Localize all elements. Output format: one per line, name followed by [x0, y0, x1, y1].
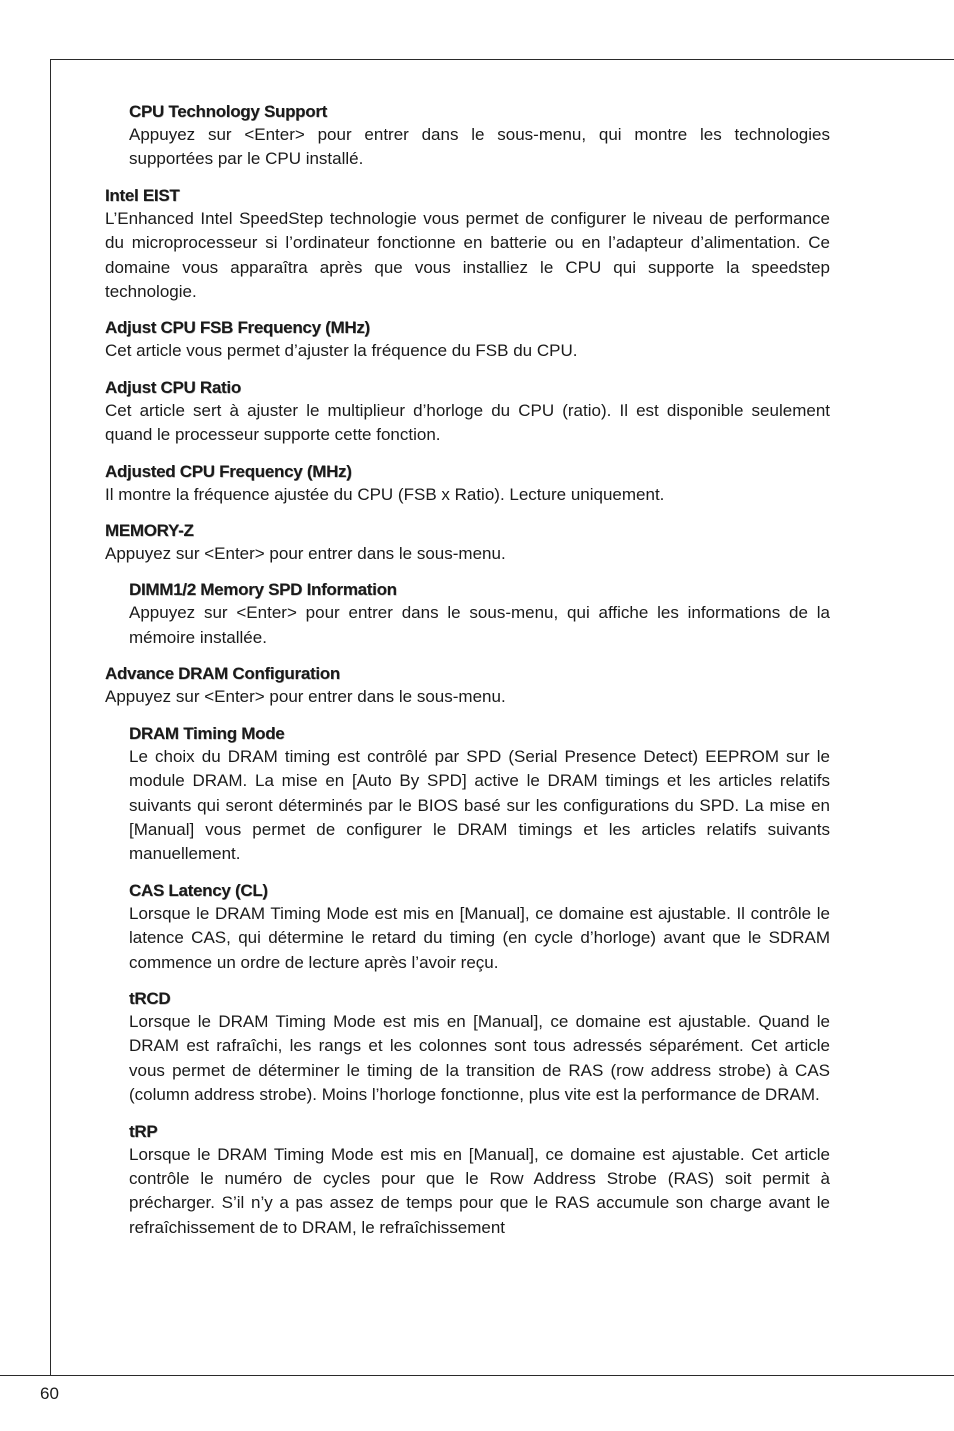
section-trp — [129, 1121, 830, 1241]
section-dram-timing-mode — [129, 723, 830, 867]
section-heading: CAS Latency (CL) — [129, 880, 268, 900]
section-body: Appuyez sur <Enter> pour entrer dans le sous-menu, qui montre les technologies supportées par le CPU installé. — [129, 125, 830, 169]
section-heading: CPU Technology Support — [129, 102, 328, 121]
section-body: Lorsque le DRAM Timing Mode est mis en [Manual], ce domaine est ajustable. Il contrôle le latence CAS, qui détermine le retard du timing (en cycle d’horloge) avant que le SDRAM commence un ordre de lecture après l’avoir reçu. — [129, 903, 830, 972]
manual-content — [105, 101, 830, 1253]
section-body: Appuyez sur <Enter> pour entrer dans le sous-menu. — [105, 687, 506, 707]
section-body: L’Enhanced Intel SpeedStep technologie vous permet de configurer le niveau de performance du microprocesseur si l’ordinateur fonctionne en batterie ou en l’adapteur d’alimentation. Ce domaine vous apparaîtra après que vous installiez le CPU qui supporte la speedstep technologie. — [105, 208, 830, 302]
section-heading: Adjust CPU FSB Frequency (MHz) — [105, 318, 370, 338]
section-body: Cet article vous permet d’ajuster la fréquence du FSB du CPU. — [105, 341, 578, 361]
section-cas-latency — [129, 880, 830, 975]
section-heading: Intel EIST — [105, 185, 180, 205]
section-adjust-cpu-fsb-frequency — [105, 317, 830, 363]
page-frame-bottom-rule — [0, 1375, 954, 1376]
section-intel-eist — [105, 185, 830, 305]
section-dimm-memory-spd-information — [129, 579, 830, 650]
section-body: Appuyez sur <Enter> pour entrer dans le sous-menu, qui affiche les informations de la mémoire installée. — [129, 603, 830, 647]
section-heading: MEMORY-Z — [105, 521, 194, 541]
section-body: Il montre la fréquence ajustée du CPU (FSB x Ratio). Lecture uniquement. — [105, 484, 665, 504]
section-body: Cet article sert à ajuster le multiplieur d’horloge du CPU (ratio). Il est disponible seulement quand le processeur supporte cette fonction. — [105, 400, 830, 445]
section-heading: Adjusted CPU Frequency (MHz) — [105, 461, 352, 481]
section-trcd — [129, 988, 830, 1108]
page-frame-top-rule — [50, 59, 954, 60]
section-memory-z — [105, 520, 830, 566]
section-adjusted-cpu-frequency — [105, 461, 830, 507]
section-heading: tRP — [129, 1121, 158, 1141]
section-heading: DRAM Timing Mode — [129, 723, 285, 743]
section-heading: Adjust CPU Ratio — [105, 377, 241, 397]
section-body: Appuyez sur <Enter> pour entrer dans le sous-menu. — [105, 544, 506, 564]
page-frame-left-rule — [50, 59, 51, 1375]
section-body: Lorsque le DRAM Timing Mode est mis en [Manual], ce domaine est ajustable. Cet article contrôle le numéro de cycles pour que le Row Address Strobe (RAS) soit permit à précharger. S’il n’y a pas assez de temps pour que le RAS accumule son charge avant le refraîchissement de to DRAM, le refraîchissement — [129, 1144, 830, 1237]
section-adjust-cpu-ratio — [105, 377, 830, 448]
section-cpu-technology-support — [129, 101, 830, 172]
section-heading: DIMM1/2 Memory SPD Information — [129, 580, 397, 600]
section-body: Lorsque le DRAM Timing Mode est mis en [Manual], ce domaine est ajustable. Quand le DRAM est rafraîchi, les rangs et les colonnes sont tous adressés séparément. Cet article vous permet de déterminer le timing de la transition de RAS (row address strobe) à CAS (column address strobe). Moins l’horloge fonctionne, plus vite est la performance de DRAM. — [129, 1011, 830, 1105]
section-heading: Advance DRAM Configuration — [105, 664, 340, 684]
section-body: Le choix du DRAM timing est contrôlé par SPD (Serial Presence Detect) EEPROM sur le module DRAM. La mise en [Auto By SPD] active le DRAM timings et les articles relatifs suivants qui seront déterminés par le BIOS basé sur les configurations du SPD. La mise en [Manual] vous permet de configurer le DRAM timings et les articles relatifs suivants manuellement. — [129, 746, 830, 864]
section-heading: tRCD — [129, 988, 171, 1008]
section-advance-dram-configuration — [105, 663, 830, 709]
page-number: 60 — [40, 1384, 59, 1403]
